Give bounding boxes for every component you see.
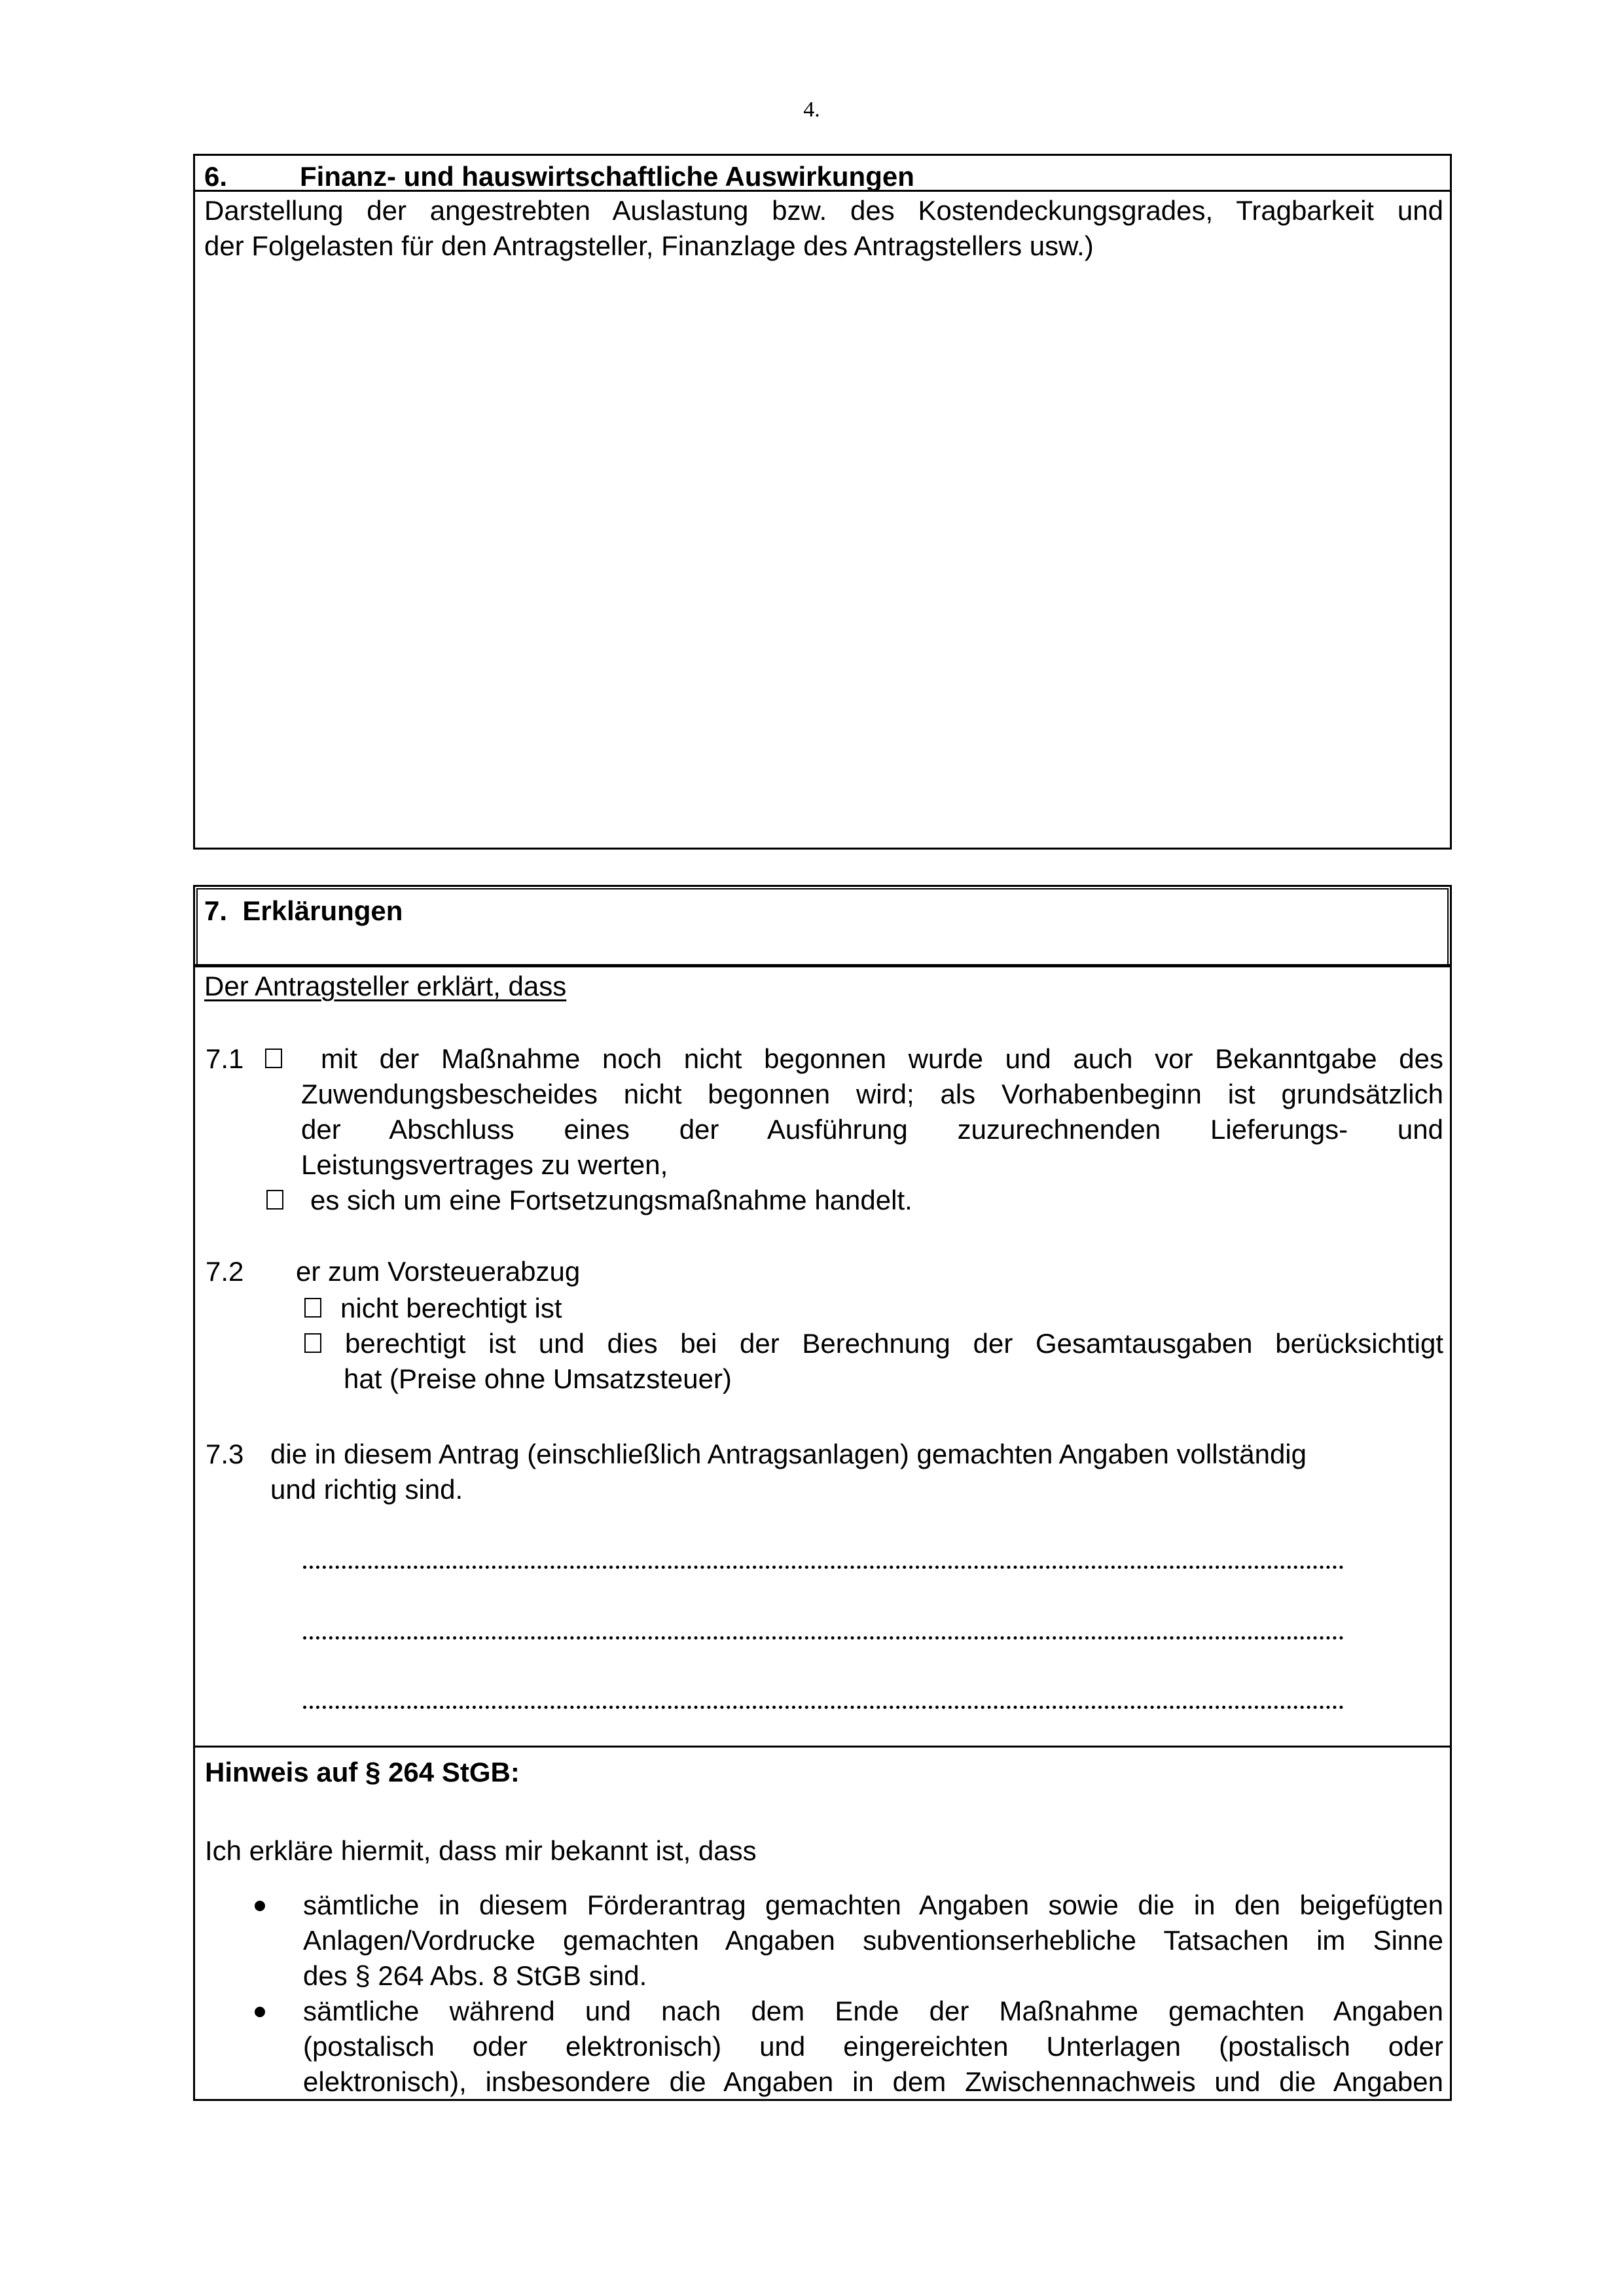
signature-line-3[interactable] [303, 1706, 1344, 1709]
notice-intro: Ich erkläre hiermit, dass mir bekannt ist, dass [205, 1835, 757, 1866]
page-number: 4. [803, 98, 820, 122]
notice-divider [193, 1746, 1452, 1748]
section-6-answer-area[interactable] [196, 268, 1449, 846]
notice-bullet-1-line2: Anlagen/Vordrucke gemachten Angaben subventionserhebliche Tatsachen im Sinne [303, 1925, 1443, 1956]
item-7-1-option1-line4: Leistungsvertrages zu werten, [301, 1149, 668, 1180]
item-7-1-option1-line2: Zuwendungsbescheides nicht begonnen wird; als Vorhabenbeginn ist grundsätzlich [301, 1079, 1443, 1109]
bullet-icon [255, 2007, 265, 2017]
section-6-description-line1: Darstellung der angestrebten Auslastung bzw. des Kostendeckungsgrades, Tragbarkeit und [204, 195, 1443, 226]
notice-bullet-1-line1: sämtliche in diesem Förderantrag gemachten Angaben sowie die in den beigefügten [303, 1890, 1443, 1920]
signature-line-2[interactable] [303, 1636, 1344, 1640]
item-7-1-option1-line1: mit der Maßnahme noch nicht begonnen wurde und auch vor Bekanntgabe des [321, 1043, 1443, 1074]
item-7-3-number: 7.3 [206, 1439, 244, 1469]
section-7-intro: Der Antragsteller erklärt, dass [204, 971, 567, 1001]
signature-line-1[interactable] [303, 1566, 1344, 1569]
item-7-1-option1-checkbox[interactable] [265, 1049, 282, 1068]
item-7-2-number: 7.2 [206, 1256, 244, 1287]
section-7-title: 7. Erklärungen [204, 895, 403, 926]
item-7-1-option2: es sich um eine Fortsetzungsmaßnahme handelt. [310, 1185, 912, 1215]
notice-bullet-2-line2: (postalisch oder elektronisch) und eingereichten Unterlagen (postalisch oder [303, 2031, 1443, 2062]
section-6-title: Finanz- und hauswirtschaftliche Auswirkungen [300, 161, 914, 192]
section-6-number: 6. [204, 161, 228, 192]
bullet-icon [255, 1901, 265, 1911]
item-7-2-lead: er zum Vorsteuerabzug [296, 1256, 581, 1287]
notice-title: Hinweis auf § 264 StGB: [205, 1757, 520, 1787]
item-7-2-option2-checkbox[interactable] [304, 1333, 321, 1353]
notice-bullet-1-line3: des § 264 Abs. 8 StGB sind. [303, 1960, 647, 1991]
notice-bullet-2-line1: sämtliche während und nach dem Ende der Maßnahme gemachten Angaben [303, 1996, 1443, 2026]
item-7-1-option2-checkbox[interactable] [266, 1190, 283, 1210]
section-6-description-line2: der Folgelasten für den Antragsteller, Finanzlage des Antragstellers usw.) [204, 230, 1094, 261]
item-7-1-option1-line3: der Abschluss eines der Ausführung zuzurechnenden Lieferungs- und [301, 1114, 1443, 1145]
notice-bullet-2-line3: elektronisch), insbesondere die Angaben in dem Zwischennachweis und die Angaben [303, 2066, 1443, 2097]
item-7-2-option1-checkbox[interactable] [304, 1298, 321, 1318]
section-7-header-divider [193, 964, 1452, 967]
item-7-3-line2: und richtig sind. [270, 1474, 463, 1505]
item-7-2-option1: nicht berechtigt ist [340, 1293, 562, 1323]
item-7-2-option2-line2: hat (Preise ohne Umsatzsteuer) [344, 1363, 732, 1394]
item-7-2-option2-line1: berechtigt ist und dies bei der Berechnung der Gesamtausgaben berücksichtigt [345, 1328, 1443, 1359]
item-7-3-line1: die in diesem Antrag (einschließlich Antragsanlagen) gemachten Angaben vollständig [270, 1439, 1307, 1469]
item-7-1-number: 7.1 [206, 1043, 244, 1074]
